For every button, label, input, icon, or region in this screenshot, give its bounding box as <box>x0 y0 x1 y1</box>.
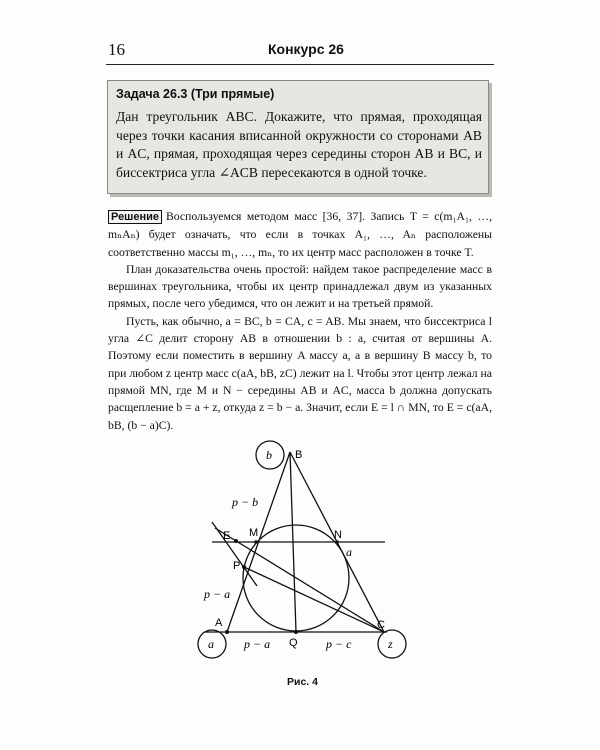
mass-label-z: z <box>388 637 393 651</box>
segment-label-pc-base: p − c <box>326 637 352 651</box>
bisector-ce <box>215 528 384 632</box>
figure-caption: Рис. 4 <box>287 676 318 688</box>
label-p: P <box>233 560 241 572</box>
segment-label-a: a <box>346 545 352 559</box>
label-b: B <box>295 449 303 461</box>
label-e: E <box>223 530 231 542</box>
solution-paragraph-2: План доказательства очень простой: найдем такое распределение масс в вершинах треугольника, чтобы их центр принадлежал двум из указанных прямых, после чего убедимся, что он лежит и на третьей прямой. <box>108 262 492 311</box>
line-pc <box>244 567 384 632</box>
paragraph-1-text: Воспользуемся методом масс [36, 37]. Запись T = c(m₁A₁, …, mₙAₙ) будет означать, что если в точках A₁, …, Aₙ расположены соответственно массы m₁, …, mₙ, то их центр масс расположен в точке T. <box>108 210 492 259</box>
mass-label-b: b <box>266 448 272 462</box>
point-a <box>225 630 229 634</box>
page-number: 16 <box>108 40 125 59</box>
mass-label-a: a <box>208 637 214 651</box>
label-n: N <box>334 529 342 541</box>
point-p <box>242 565 246 569</box>
point-q <box>294 630 298 634</box>
segment-label-pa-side: p − a <box>204 587 231 601</box>
label-q: Q <box>289 637 298 649</box>
solution-paragraph-3: Пусть, как обычно, a = BC, b = CA, c = AB. Мы знаем, что биссектриса l угла ∠C делит сторону AB в отношении b : a, считая от вершины A. Поэтому если поместить в вершину A массу a, а в вершину B массу b, то при любом z центр масс c(aA, bB, zC) лежит на l. Чтобы этот центр лежал на прямой MN, где M и N − середины AB и AC, масса b должна допускать расщепление b = a + z, откуда z = b − a. Значит, если E = l ∩ MN, то E = c(aA, bB, (b − a)C). <box>108 314 492 432</box>
label-m: M <box>249 527 259 539</box>
segment-label-pa-base: p − a <box>244 637 271 651</box>
problem-title: Задача 26.3 (Три прямые) <box>116 87 275 101</box>
segment-label-pb: p − b <box>232 495 259 509</box>
problem-statement: Дан треугольник ABC. Докажите, что прямая, проходящая через точки касания вписанной окружности со сторонами AB и AC, прямая, проходящая через середины сторон AB и BC, и биссектриса угла ∠ACB пересекаются в одной точке. <box>116 109 482 180</box>
label-a: A <box>215 617 223 629</box>
point-e <box>234 539 238 543</box>
label-c: C <box>377 619 385 631</box>
point-m <box>254 540 258 544</box>
running-title: Конкурс 26 <box>268 41 344 57</box>
solution-label: Решение <box>108 210 162 224</box>
